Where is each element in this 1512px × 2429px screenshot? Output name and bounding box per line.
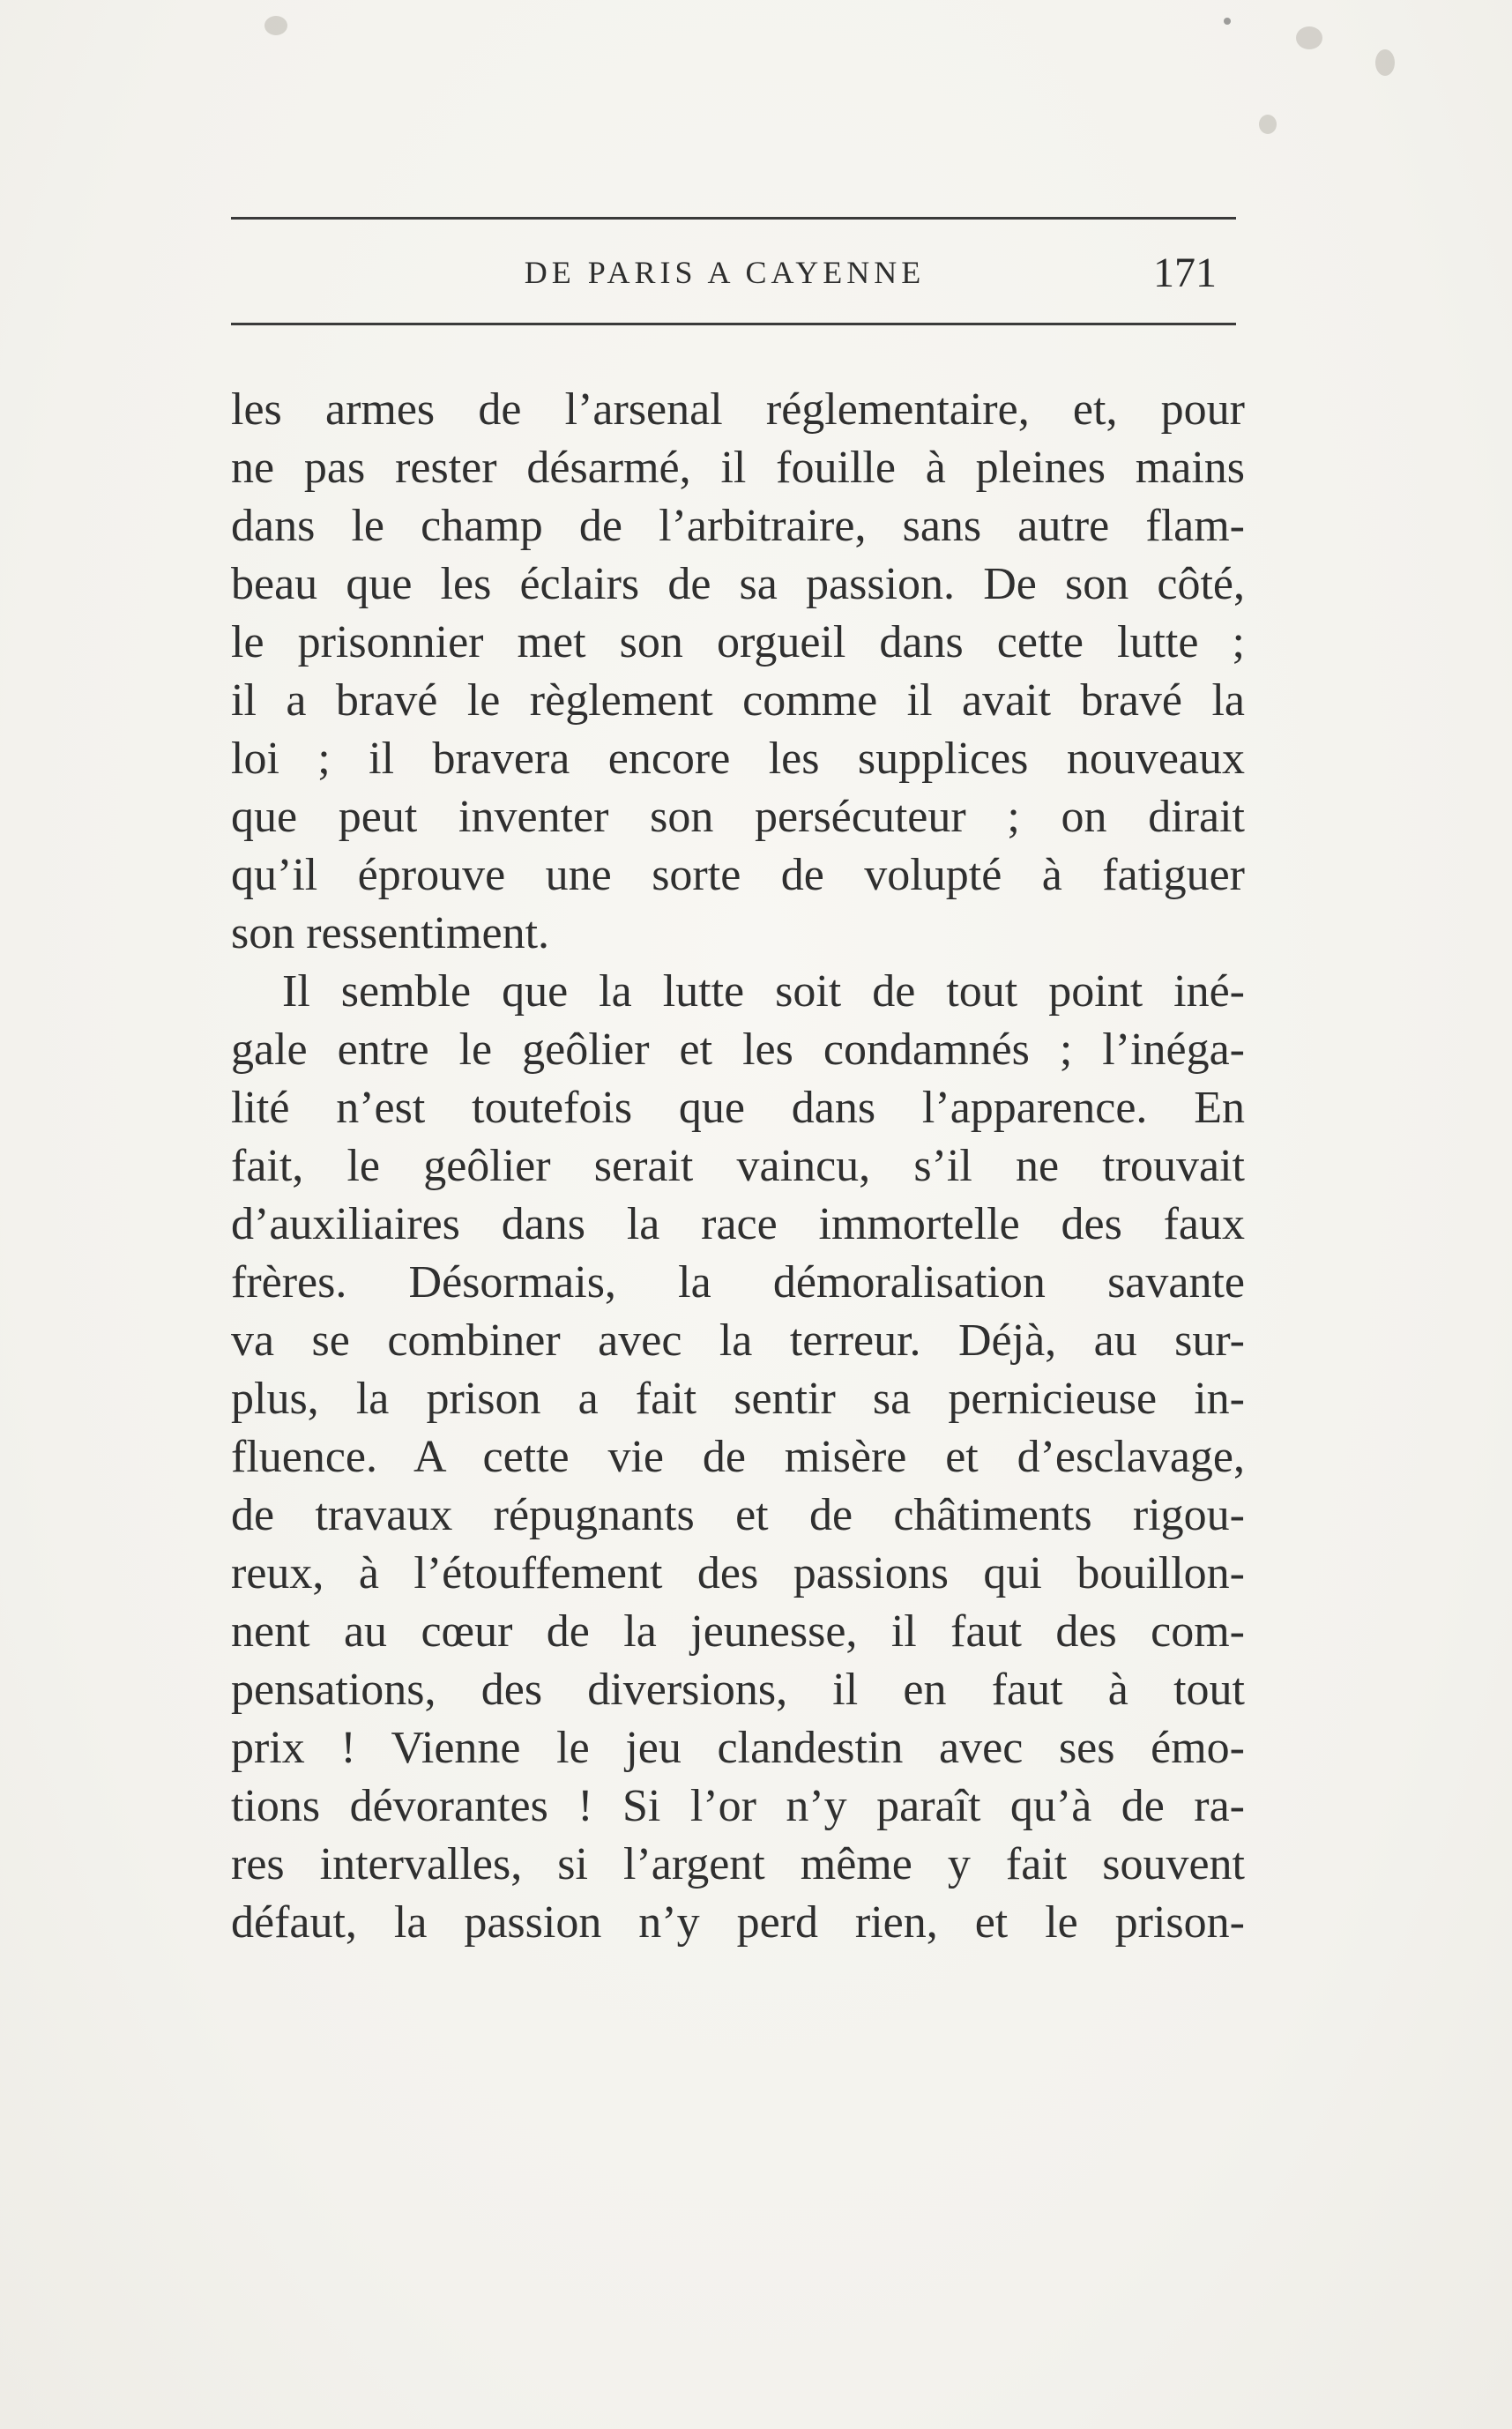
header-rule-bottom	[231, 323, 1236, 325]
paper-speck	[264, 16, 287, 35]
header-rule-top	[231, 217, 1236, 220]
text-line: tions dévorantes ! Si l’or n’y paraît qu’à de ra-	[231, 1781, 1245, 1831]
text-line: défaut, la passion n’y perd rien, et le prison-	[231, 1897, 1245, 1948]
text-line: d’auxiliaires dans la race immortelle des faux	[231, 1199, 1245, 1249]
text-line: Il semble que la lutte soit de tout point iné-	[282, 966, 1245, 1017]
paper-speck	[1259, 115, 1277, 134]
text-line: nent au cœur de la jeunesse, il faut des com-	[231, 1606, 1245, 1657]
paper-speck	[1224, 18, 1231, 25]
text-line: pensations, des diversions, il en faut à tout	[231, 1665, 1245, 1715]
text-line: loi ; il bravera encore les supplices nouveaux	[231, 734, 1245, 784]
text-line: prix ! Vienne le jeu clandestin avec ses émo-	[231, 1723, 1245, 1773]
text-line: que peut inventer son persécuteur ; on dirait	[231, 792, 1245, 842]
text-line: de travaux répugnants et de châtiments rigou-	[231, 1490, 1245, 1540]
text-line: frères. Désormais, la démoralisation savante	[231, 1257, 1245, 1308]
text-line: son ressentiment.	[231, 908, 550, 958]
text-line: il a bravé le règlement comme il avait bravé la	[231, 675, 1245, 726]
text-line: gale entre le geôlier et les condamnés ; l’inéga-	[231, 1025, 1245, 1075]
body-text	[231, 381, 1245, 1952]
text-line: fluence. A cette vie de misère et d’esclavage,	[231, 1432, 1245, 1482]
text-line: va se combiner avec la terreur. Déjà, au sur-	[231, 1315, 1245, 1366]
text-line: reux, à l’étouffement des passions qui bouillon-	[231, 1548, 1245, 1598]
page-number: 171	[1153, 250, 1217, 296]
text-line: les armes de l’arsenal réglementaire, et, pour	[231, 384, 1245, 435]
paper-speck	[1375, 49, 1395, 76]
text-line: res intervalles, si l’argent même y fait souvent	[231, 1839, 1245, 1889]
text-line: beau que les éclairs de sa passion. De son côté,	[231, 559, 1245, 609]
text-line: fait, le geôlier serait vaincu, s’il ne trouvait	[231, 1141, 1245, 1191]
paragraph-2	[231, 963, 1245, 1952]
text-line: dans le champ de l’arbitraire, sans autre flam-	[231, 501, 1245, 551]
paragraph-1	[231, 381, 1245, 963]
text-line: ne pas rester désarmé, il fouille à pleines mains	[231, 443, 1245, 493]
running-title: DE PARIS A CAYENNE	[524, 255, 926, 290]
paper-speck	[1296, 26, 1322, 49]
text-line: qu’il éprouve une sorte de volupté à fatiguer	[231, 850, 1245, 900]
text-line: le prisonnier met son orgueil dans cette lutte ;	[231, 617, 1245, 667]
text-line: plus, la prison a fait sentir sa pernicieuse in-	[231, 1374, 1245, 1424]
running-head	[231, 249, 1236, 302]
text-line: lité n’est toutefois que dans l’apparence. En	[231, 1083, 1245, 1133]
